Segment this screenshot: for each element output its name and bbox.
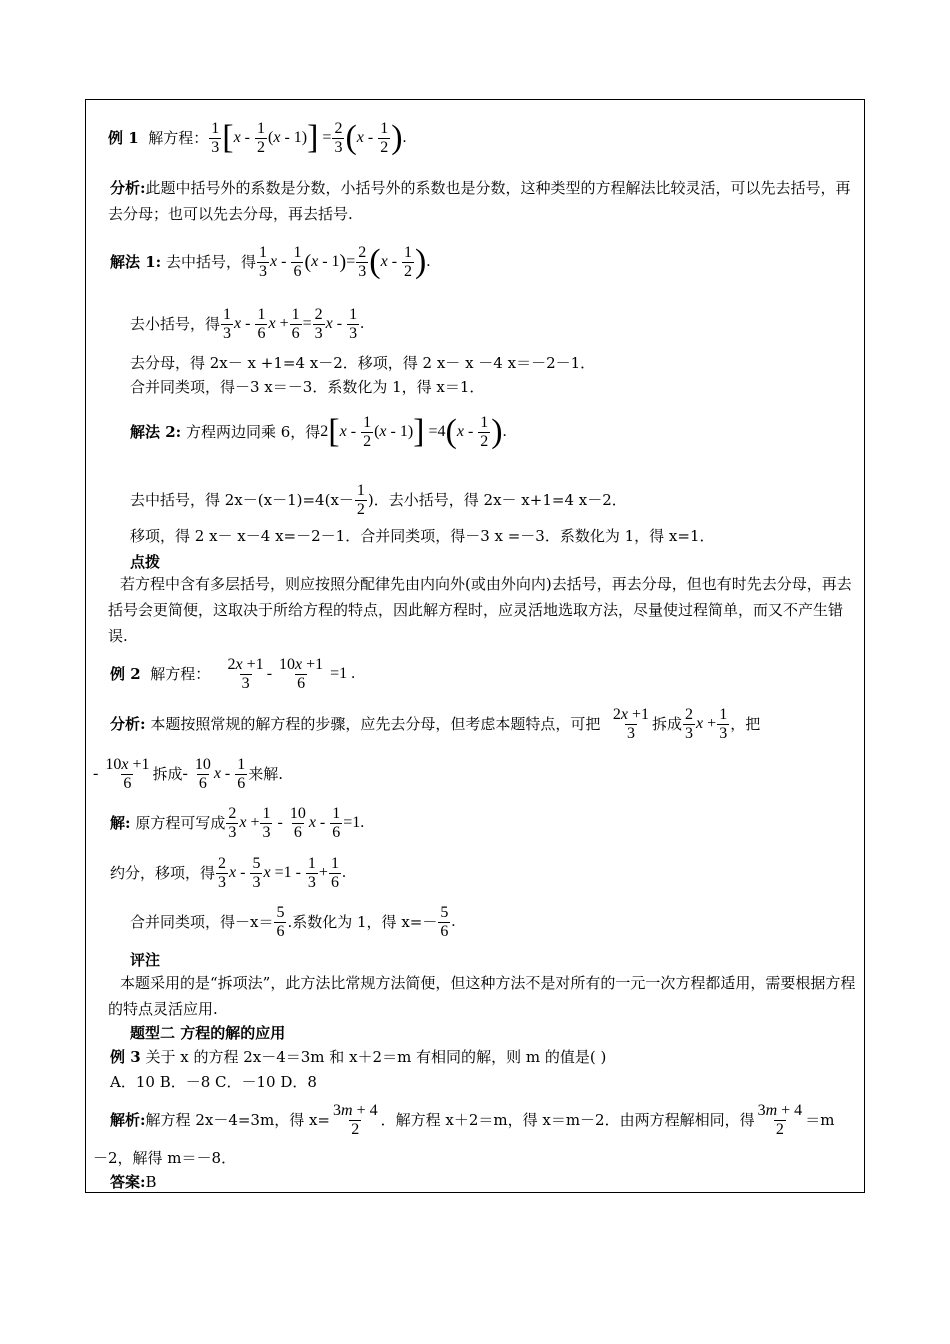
ex3-analysis-line1: 解析: 解方程 2x－4=3m，得 x= $\frac{3m + 4}{2}$ ．解方程 x＋2＝m，得 x＝m－2．由两方程解相同，得 $\frac{3m + 4}{2}$ ＝m — [110, 1101, 835, 1138]
ex1-equation-math: $\frac{1}{3}$ [ x - $\frac{1}{2}$ (x - 1) ] = $\frac{2}{3}$ ( x - $\frac{1}{2}$ ) . — [211, 119, 407, 156]
ex3-analysis-line2: －2，解得 m＝－8． — [93, 1149, 237, 1167]
ex2-solution-line2: 约分，移项，得 $\frac{2}{3}$ x - $\frac{5}{3}$ x =1 - $\frac{1}{3}$ + $\frac{1}{6}$ . — [110, 854, 346, 891]
ex1-method1-step2: 去小括号，得 $\frac{1}{3}$ x - $\frac{1}{6}$ x + $\frac{1}{6}$ = $\frac{2}{3}$ x - $\frac{1}{3}$ . — [130, 305, 365, 342]
ex1-method2-step3: 移项，得 2 x－ x－4 x=－2－1．合并同类项，得－3 x =－3．系数化为 1，得 x=1． — [130, 527, 715, 545]
ex2-equation: 例 2 解方程： $\frac{2x +1}{3}$ - $\frac{10x +1}{6}$ =1 . — [110, 655, 356, 692]
ex2-solution-line3: 合并同类项，得－x＝ $\frac{5}{6}$ .系数化为 1，得 x=－ $\frac{5}{6}$ . — [130, 903, 456, 940]
ex3-options: A．10 B．－8 C．－10 D．8 — [110, 1073, 317, 1091]
type2-heading: 题型二 方程的解的应用 — [130, 1024, 286, 1042]
tip-paragraph: 若方程中含有多层括号，则应按照分配律先由内向外(或由外向内)去括号，再去分母，但也有时先去分母，再去括号会更简便，这取决于所给方程的特点，因此解方程时，应灵活地选取方法，尽量使过程简单，而又不产生错误. — [108, 575, 852, 645]
ex1-method1-step3: 去分母，得 2x－ x +1=4 x－2．移项，得 2 x－ x －4 x＝－2－1． — [130, 354, 596, 372]
ex2-solution-line1: 解: 原方程可写成 $\frac{2}{3}$ x + $\frac{1}{3}$ - $\frac{10}{6}$ x - $\frac{1}{6}$ =1. — [110, 804, 365, 841]
ex1-analysis: 分析:此题中括号外的系数是分数，小括号外的系数也是分数，这种类型的方程解法比较灵活，可以先去括号，再去分母；也可以先去分母，再去括号. — [108, 179, 851, 223]
ex1-equation: 例 1 解方程： $\frac{1}{3}$ [ x - $\frac{1}{2}$ (x - 1) ] = $\frac{2}{3}$ ( x - $\frac{1}{2}$ ) . — [108, 119, 407, 156]
ex1-method1-step4: 合并同类项，得－3 x＝－3．系数化为 1，得 x＝1． — [130, 378, 485, 396]
ex3-question: 例 3 关于 x 的方程 2x－4＝3m 和 x＋2＝m 有相同的解，则 m 的值是( ) — [110, 1048, 607, 1066]
ex1-method1-step1: 解法 1: 去中括号，得 $\frac{1}{3}$ x - $\frac{1}{6}$ ( x - 1 ) = $\frac{2}{3}$ ( x - $\frac{1}{2}$ ) . — [110, 243, 431, 280]
review-heading: 评注 — [130, 951, 161, 969]
ex1-method2-step1: 解法 2: 方程两边同乘 6，得 2 [ x - $\frac{1}{2}$ (x - 1) ] =4 ( x - $\frac{1}{2}$ ) . — [130, 413, 507, 450]
tip-heading: 点拨 — [130, 553, 161, 571]
ex1-method2-step2: 去中括号，得 2x－(x－1)=4(x－ $\frac{1}{2}$ )．去小括号，得 2x－ x+1=4 x－2． — [130, 481, 627, 518]
ex2-analysis-line1: 分析: 本题按照常规的解方程的步骤，应先去分母，但考虑本题特点，可把 $\frac{2x +1}{3}$ 拆成 $\frac{2}{3}$ x + $\frac{1}{3}$ ，把 — [110, 705, 761, 742]
ex3-answer: 答案:B — [110, 1173, 157, 1191]
ex2-analysis-line2: - $\frac{10x +1}{6}$ 拆成 - $\frac{10}{6}$ x - $\frac{1}{6}$ 来解. — [93, 755, 284, 792]
review-paragraph: 本题采用的是“拆项法”，此方法比常规方法简便，但这种方法不是对所有的一元一次方程都适用，需要根据方程的特点灵活应用. — [108, 974, 856, 1018]
